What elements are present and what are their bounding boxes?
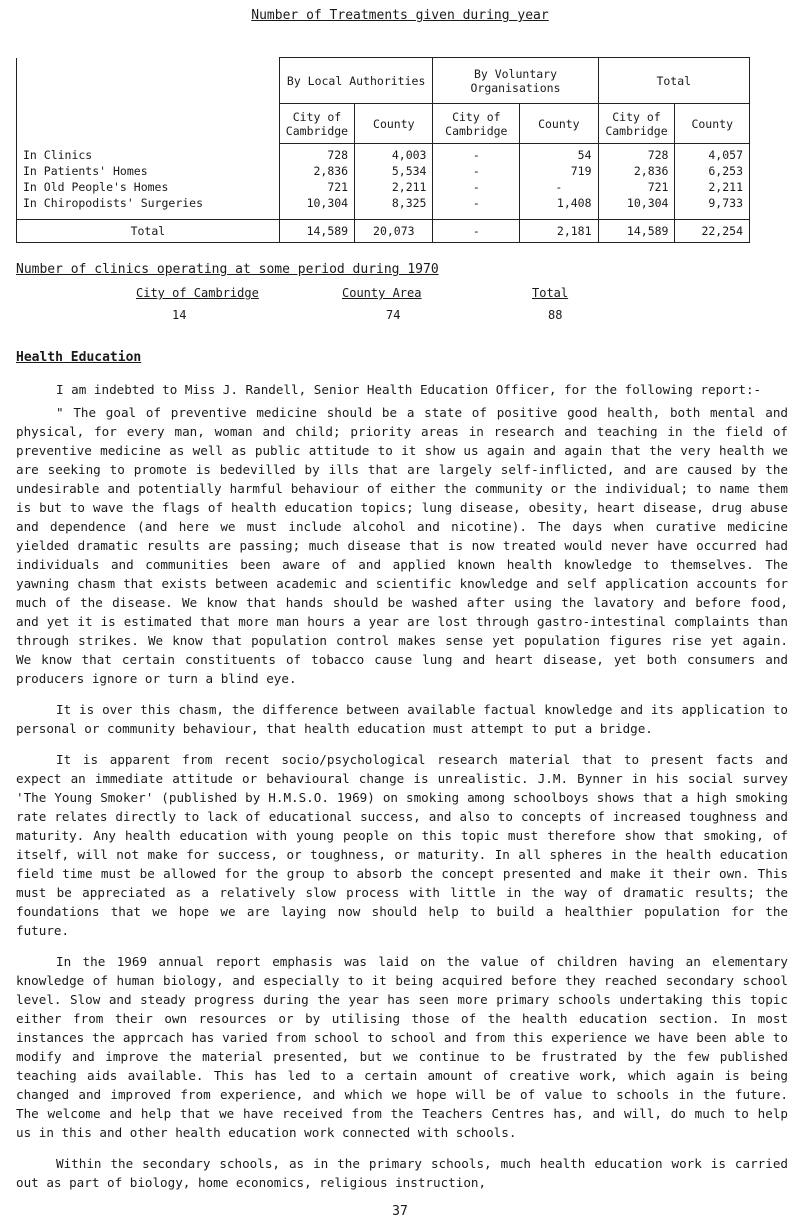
- data-column: [355, 144, 433, 220]
- table-cell: 2,211: [708, 180, 743, 194]
- clinics-value: 74: [386, 308, 401, 322]
- table-cell: 9,733: [708, 196, 743, 210]
- table-cell: 728: [647, 148, 669, 162]
- treatments-table: [16, 57, 750, 243]
- table-cell: -: [472, 196, 480, 210]
- table-cell: -: [472, 180, 480, 194]
- table-cell: 8,325: [391, 196, 427, 210]
- table-cell: -: [555, 180, 563, 194]
- total-cell: -: [433, 220, 520, 243]
- clinics-value: 88: [548, 308, 563, 322]
- total-cell: 14,589: [598, 220, 675, 243]
- data-column: [279, 144, 354, 220]
- table-cell: 10,304: [306, 196, 349, 210]
- sub-header: City of Cambridge: [279, 104, 354, 144]
- report-body: [16, 380, 788, 1192]
- page-number: 37: [392, 1204, 408, 1219]
- table-cell: 728: [327, 148, 349, 162]
- paragraph: Within the secondary schools, as in the primary schools, much health education work is carried out as part of biology, home economics, religious instruction,: [16, 1156, 788, 1190]
- total-cell: 2,181: [520, 220, 598, 243]
- clinics-label: Total: [532, 286, 569, 300]
- total-cell: 14,589: [279, 220, 354, 243]
- table-cell: -: [472, 148, 480, 162]
- intro-paragraph: I am indebted to Miss J. Randell, Senior Health Education Officer, for the following report:-: [56, 382, 762, 397]
- paragraph: " The goal of preventive medicine should be a state of positive good health, both mental and physical, for every man, woman and child; priority areas in research and teaching in the field of preventive medicine as well as public attitude to it show us again and again that the very health we are seeking to promote is bedevilled by ills that are largely self-inflicted, and are caused by the undesirable and potentially harmful behaviour of either the community or the individual; to name them is but to wave the flags of health education topics; lung disease, obesity, heart disease, drug abuse and dependence (and here we must include alcohol and nicotine). The days when curative medicine yielded dramatic results are passing; much disease that is now treated would never have occurred had individuals and communities been aware of and applied known health knowledge to themselves. The yawning chasm that exists between academic and scientific knowledge and self application accounts for much of the disease. We know that hands should be washed after using the lavatory and before food, and yet it is estimated that more man hours a year are lost through gastro-intestinal complaints than through strikes. We know that population control makes sense yet population figures rise yet again. We know that certain constituents of tobacco cause lung and heart disease, yet both consumers and producers ignore or turn a blind eye.: [16, 405, 788, 686]
- table-cell: 5,534: [391, 164, 427, 178]
- paragraph: In the 1969 annual report emphasis was laid on the value of children having an elementary knowledge of human biology, and especially to it being acquired before they reached secondary school level. Slow and steady progress during the year has seen more primary schools undertaking this topic either from their own resources or by utilising those of the health education section. In most instances the apprcach has varied from school to school and from this experience we have been able to modify and improve the material presented, but we continue to be frustrated by the few published teaching aids available. This has led to a certain amount of creative work, which again is being changed and improved from experience, and which we hope will be of value to schools in the future. The welcome and help that we have received from the Teachers Centres has, and will, do much to help us in this and other health education work connected with schools.: [16, 954, 788, 1140]
- group-header: Total: [598, 58, 749, 104]
- clinics-label: County Area: [342, 286, 422, 300]
- table-cell: 2,836: [313, 164, 349, 178]
- table-cell: 719: [570, 164, 592, 178]
- paragraph: It is apparent from recent socio/psychological research material that to present facts and expect an immediate attitude or behavioural change is unrealistic. J.M. Bynner in his social survey 'The Young Smoker' (published by H.M.S.O. 1969) on smoking among schoolboys shows that a high smoking rate relates directly to lack of educational success, and also to concepts of increased toughness and maturity. Any health education with young people on this topic must therefore show that smoking, of itself, will not make for success, or toughness, or maturity. In all spheres in the health education field time must be allowed for the group to absorb the concept presented and make it their own. This must be appreciated as a relatively slow process with little in the way of dramatic results; the foundations that we hope we are laying now should help to build a healthier population for the future.: [16, 752, 788, 938]
- data-column: [520, 144, 598, 220]
- sub-header: County: [355, 104, 433, 144]
- row-label: In Old People's Homes: [23, 179, 169, 194]
- table-cell: 6,253: [708, 164, 743, 178]
- table-cell: 4,003: [391, 148, 427, 162]
- group-header: By Local Authorities: [279, 58, 433, 104]
- table-cell: -: [472, 164, 480, 178]
- total-cell: 22,254: [675, 220, 750, 243]
- table-cell: 721: [327, 180, 349, 194]
- data-column: [675, 144, 750, 220]
- row-label: In Chiropodists' Surgeries: [23, 195, 204, 210]
- group-header: By Voluntary Organisations: [433, 58, 598, 104]
- row-label: In Patients' Homes: [23, 163, 148, 178]
- row-label: In Clinics: [23, 147, 93, 162]
- table-cell: 4,057: [708, 148, 743, 162]
- data-column: [598, 144, 675, 220]
- total-row-label: Total: [17, 220, 280, 243]
- treatments-heading: Number of Treatments given during year: [251, 8, 549, 23]
- data-column: [433, 144, 520, 220]
- table-cell: 54: [577, 148, 592, 162]
- clinics-label: City of Cambridge: [136, 286, 259, 300]
- paragraph: It is over this chasm, the difference between available factual knowledge and its application to personal or community behaviour, that health education must attempt to put a bridge.: [16, 702, 788, 736]
- table-cell: 721: [647, 180, 669, 194]
- total-cell: 20,073: [355, 220, 433, 243]
- row-labels-cell: [17, 144, 280, 220]
- table-cell: 2,836: [633, 164, 669, 178]
- table-cell: 2,211: [391, 180, 427, 194]
- table-cell: 10,304: [626, 196, 669, 210]
- sub-header: City of Cambridge: [433, 104, 520, 144]
- table-cell: 1,408: [556, 196, 592, 210]
- clinics-heading: Number of clinics operating at some period during 1970: [16, 262, 439, 277]
- row-label-header-cell: [17, 58, 280, 104]
- row-label-header-cell: [17, 104, 280, 144]
- sub-header: County: [675, 104, 750, 144]
- sub-header: County: [520, 104, 598, 144]
- section-title: Health Education: [16, 350, 142, 365]
- sub-header: City of Cambridge: [598, 104, 675, 144]
- clinics-value: 14: [172, 308, 187, 322]
